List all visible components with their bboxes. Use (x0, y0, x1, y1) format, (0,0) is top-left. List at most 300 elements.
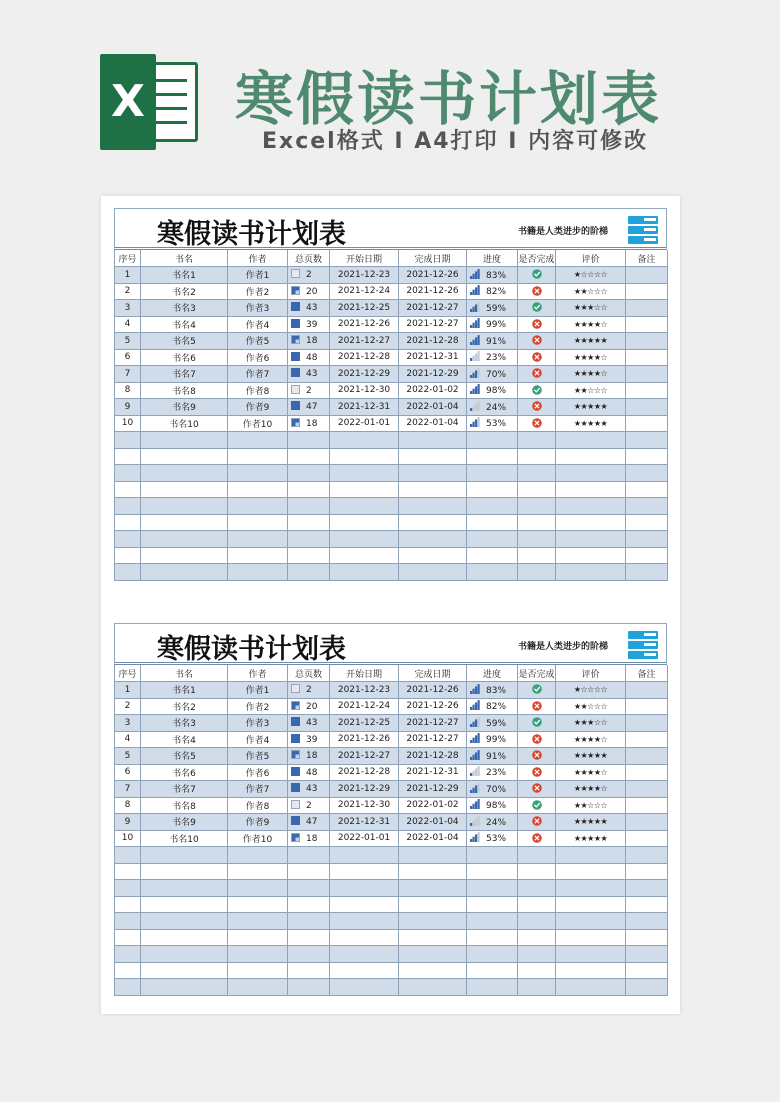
cell-done[interactable] (518, 781, 556, 798)
cell-author[interactable]: 作者1 (228, 682, 288, 699)
empty-cell[interactable] (399, 448, 467, 465)
empty-cell[interactable] (330, 547, 399, 564)
cell-book[interactable]: 书名7 (141, 781, 228, 798)
cell-author[interactable]: 作者8 (228, 382, 288, 399)
empty-cell[interactable] (141, 929, 228, 946)
empty-cell[interactable] (399, 481, 467, 498)
cell-book[interactable]: 书名2 (141, 698, 228, 715)
cell-author[interactable]: 作者3 (228, 300, 288, 317)
empty-cell[interactable] (518, 896, 556, 913)
empty-cell[interactable] (399, 962, 467, 979)
empty-cell[interactable] (228, 962, 288, 979)
cell-no[interactable]: 2 (115, 698, 141, 715)
cell-pages[interactable] (288, 715, 330, 732)
empty-cell[interactable] (626, 498, 668, 515)
empty-cell[interactable] (518, 465, 556, 482)
empty-cell[interactable] (556, 896, 626, 913)
empty-cell[interactable] (228, 564, 288, 581)
cell-start-date[interactable]: 2021-12-24 (330, 283, 399, 300)
empty-cell[interactable] (556, 847, 626, 864)
cell-no[interactable]: 3 (115, 300, 141, 317)
empty-cell[interactable] (141, 465, 228, 482)
cell-pages[interactable] (288, 366, 330, 383)
cell-start-date[interactable]: 2022-01-01 (330, 830, 399, 847)
empty-cell[interactable] (288, 481, 330, 498)
cell-pages[interactable] (288, 267, 330, 284)
empty-cell[interactable] (518, 913, 556, 930)
empty-cell[interactable] (115, 913, 141, 930)
cell-progress[interactable] (467, 715, 518, 732)
empty-cell[interactable] (556, 962, 626, 979)
cell-start-date[interactable]: 2021-12-27 (330, 748, 399, 765)
cell-progress[interactable] (467, 748, 518, 765)
cell-pages[interactable] (288, 698, 330, 715)
cell-author[interactable]: 作者6 (228, 349, 288, 366)
cell-progress[interactable] (467, 814, 518, 831)
cell-end-date[interactable]: 2021-12-28 (399, 748, 467, 765)
cell-rating[interactable]: ★★★★★ (556, 748, 626, 765)
empty-cell[interactable] (626, 481, 668, 498)
cell-no[interactable]: 9 (115, 399, 141, 416)
empty-cell[interactable] (467, 929, 518, 946)
empty-cell[interactable] (556, 979, 626, 996)
empty-cell[interactable] (288, 432, 330, 449)
empty-cell[interactable] (288, 847, 330, 864)
empty-cell[interactable] (467, 564, 518, 581)
cell-end-date[interactable]: 2021-12-27 (399, 300, 467, 317)
cell-no[interactable]: 2 (115, 283, 141, 300)
empty-cell[interactable] (518, 498, 556, 515)
cell-done[interactable] (518, 715, 556, 732)
empty-cell[interactable] (399, 863, 467, 880)
cell-pages[interactable] (288, 731, 330, 748)
cell-author[interactable]: 作者9 (228, 399, 288, 416)
cell-end-date[interactable]: 2021-12-26 (399, 283, 467, 300)
empty-cell[interactable] (518, 564, 556, 581)
empty-cell[interactable] (626, 847, 668, 864)
empty-cell[interactable] (556, 481, 626, 498)
cell-author[interactable]: 作者4 (228, 731, 288, 748)
cell-start-date[interactable]: 2021-12-30 (330, 382, 399, 399)
empty-cell[interactable] (141, 847, 228, 864)
empty-cell[interactable] (115, 962, 141, 979)
cell-remark[interactable] (626, 814, 668, 831)
cell-book[interactable]: 书名9 (141, 814, 228, 831)
cell-end-date[interactable]: 2021-12-26 (399, 698, 467, 715)
cell-remark[interactable] (626, 316, 668, 333)
empty-cell[interactable] (556, 880, 626, 897)
cell-pages[interactable] (288, 748, 330, 765)
empty-cell[interactable] (115, 531, 141, 548)
empty-cell[interactable] (626, 962, 668, 979)
cell-done[interactable] (518, 682, 556, 699)
empty-cell[interactable] (556, 448, 626, 465)
empty-cell[interactable] (518, 547, 556, 564)
empty-cell[interactable] (556, 531, 626, 548)
empty-cell[interactable] (228, 448, 288, 465)
cell-progress[interactable] (467, 333, 518, 350)
cell-start-date[interactable]: 2021-12-29 (330, 366, 399, 383)
cell-no[interactable]: 4 (115, 316, 141, 333)
cell-rating[interactable]: ★★★★★ (556, 399, 626, 416)
cell-done[interactable] (518, 830, 556, 847)
empty-cell[interactable] (288, 514, 330, 531)
empty-cell[interactable] (330, 531, 399, 548)
cell-end-date[interactable]: 2022-01-04 (399, 399, 467, 416)
cell-pages[interactable] (288, 764, 330, 781)
empty-cell[interactable] (115, 880, 141, 897)
empty-cell[interactable] (518, 432, 556, 449)
cell-end-date[interactable]: 2021-12-26 (399, 682, 467, 699)
empty-cell[interactable] (518, 448, 556, 465)
cell-remark[interactable] (626, 415, 668, 432)
cell-rating[interactable]: ★★★☆☆ (556, 300, 626, 317)
empty-cell[interactable] (467, 514, 518, 531)
cell-start-date[interactable]: 2021-12-28 (330, 349, 399, 366)
cell-remark[interactable] (626, 349, 668, 366)
empty-cell[interactable] (399, 913, 467, 930)
empty-cell[interactable] (626, 979, 668, 996)
cell-no[interactable]: 1 (115, 267, 141, 284)
empty-cell[interactable] (467, 547, 518, 564)
cell-pages[interactable] (288, 382, 330, 399)
cell-done[interactable] (518, 366, 556, 383)
cell-book[interactable]: 书名9 (141, 399, 228, 416)
empty-cell[interactable] (288, 498, 330, 515)
empty-cell[interactable] (115, 498, 141, 515)
empty-cell[interactable] (399, 847, 467, 864)
cell-done[interactable] (518, 382, 556, 399)
cell-done[interactable] (518, 399, 556, 416)
cell-progress[interactable] (467, 316, 518, 333)
cell-author[interactable]: 作者7 (228, 366, 288, 383)
empty-cell[interactable] (399, 514, 467, 531)
empty-cell[interactable] (399, 564, 467, 581)
cell-no[interactable]: 7 (115, 781, 141, 798)
cell-remark[interactable] (626, 748, 668, 765)
empty-cell[interactable] (518, 880, 556, 897)
empty-cell[interactable] (556, 498, 626, 515)
cell-progress[interactable] (467, 382, 518, 399)
empty-cell[interactable] (115, 979, 141, 996)
cell-start-date[interactable]: 2021-12-26 (330, 731, 399, 748)
cell-end-date[interactable]: 2022-01-02 (399, 382, 467, 399)
cell-start-date[interactable]: 2021-12-31 (330, 399, 399, 416)
empty-cell[interactable] (330, 863, 399, 880)
cell-author[interactable]: 作者10 (228, 415, 288, 432)
empty-cell[interactable] (330, 564, 399, 581)
cell-pages[interactable] (288, 399, 330, 416)
empty-cell[interactable] (288, 547, 330, 564)
cell-author[interactable]: 作者2 (228, 698, 288, 715)
empty-cell[interactable] (626, 531, 668, 548)
empty-cell[interactable] (141, 514, 228, 531)
empty-cell[interactable] (288, 962, 330, 979)
empty-cell[interactable] (228, 498, 288, 515)
cell-remark[interactable] (626, 781, 668, 798)
cell-done[interactable] (518, 748, 556, 765)
cell-remark[interactable] (626, 366, 668, 383)
empty-cell[interactable] (228, 465, 288, 482)
empty-cell[interactable] (467, 962, 518, 979)
empty-cell[interactable] (467, 863, 518, 880)
empty-cell[interactable] (330, 962, 399, 979)
empty-cell[interactable] (399, 880, 467, 897)
empty-cell[interactable] (288, 880, 330, 897)
cell-author[interactable]: 作者3 (228, 715, 288, 732)
empty-cell[interactable] (626, 547, 668, 564)
cell-end-date[interactable]: 2021-12-29 (399, 366, 467, 383)
empty-cell[interactable] (467, 880, 518, 897)
cell-pages[interactable] (288, 781, 330, 798)
cell-book[interactable]: 书名10 (141, 415, 228, 432)
empty-cell[interactable] (115, 481, 141, 498)
empty-cell[interactable] (288, 531, 330, 548)
empty-cell[interactable] (399, 979, 467, 996)
empty-cell[interactable] (141, 896, 228, 913)
cell-end-date[interactable]: 2021-12-31 (399, 349, 467, 366)
empty-cell[interactable] (330, 498, 399, 515)
cell-no[interactable]: 7 (115, 366, 141, 383)
empty-cell[interactable] (288, 465, 330, 482)
cell-end-date[interactable]: 2022-01-04 (399, 830, 467, 847)
empty-cell[interactable] (288, 929, 330, 946)
cell-book[interactable]: 书名6 (141, 764, 228, 781)
cell-no[interactable]: 8 (115, 382, 141, 399)
cell-progress[interactable] (467, 283, 518, 300)
empty-cell[interactable] (626, 929, 668, 946)
cell-pages[interactable] (288, 830, 330, 847)
empty-cell[interactable] (467, 913, 518, 930)
empty-cell[interactable] (228, 514, 288, 531)
cell-book[interactable]: 书名2 (141, 283, 228, 300)
empty-cell[interactable] (330, 913, 399, 930)
cell-rating[interactable]: ★★★★☆ (556, 764, 626, 781)
cell-start-date[interactable]: 2021-12-31 (330, 814, 399, 831)
empty-cell[interactable] (399, 896, 467, 913)
empty-cell[interactable] (330, 979, 399, 996)
empty-cell[interactable] (399, 498, 467, 515)
empty-cell[interactable] (115, 432, 141, 449)
empty-cell[interactable] (288, 979, 330, 996)
empty-cell[interactable] (556, 929, 626, 946)
cell-progress[interactable] (467, 830, 518, 847)
empty-cell[interactable] (467, 465, 518, 482)
empty-cell[interactable] (330, 448, 399, 465)
cell-start-date[interactable]: 2021-12-25 (330, 715, 399, 732)
cell-rating[interactable]: ★★☆☆☆ (556, 283, 626, 300)
cell-progress[interactable] (467, 366, 518, 383)
empty-cell[interactable] (556, 946, 626, 963)
cell-book[interactable]: 书名5 (141, 333, 228, 350)
cell-start-date[interactable]: 2021-12-29 (330, 781, 399, 798)
cell-done[interactable] (518, 764, 556, 781)
cell-no[interactable]: 9 (115, 814, 141, 831)
empty-cell[interactable] (115, 896, 141, 913)
empty-cell[interactable] (556, 913, 626, 930)
cell-start-date[interactable]: 2021-12-28 (330, 764, 399, 781)
empty-cell[interactable] (626, 946, 668, 963)
cell-remark[interactable] (626, 764, 668, 781)
cell-start-date[interactable]: 2021-12-27 (330, 333, 399, 350)
cell-book[interactable]: 书名8 (141, 382, 228, 399)
cell-end-date[interactable]: 2021-12-27 (399, 715, 467, 732)
cell-start-date[interactable]: 2021-12-30 (330, 797, 399, 814)
empty-cell[interactable] (626, 564, 668, 581)
cell-end-date[interactable]: 2021-12-26 (399, 267, 467, 284)
cell-book[interactable]: 书名6 (141, 349, 228, 366)
cell-rating[interactable]: ★☆☆☆☆ (556, 267, 626, 284)
cell-pages[interactable] (288, 333, 330, 350)
cell-author[interactable]: 作者5 (228, 748, 288, 765)
empty-cell[interactable] (115, 448, 141, 465)
empty-cell[interactable] (228, 432, 288, 449)
empty-cell[interactable] (467, 481, 518, 498)
cell-start-date[interactable]: 2021-12-25 (330, 300, 399, 317)
empty-cell[interactable] (141, 913, 228, 930)
empty-cell[interactable] (330, 847, 399, 864)
empty-cell[interactable] (141, 448, 228, 465)
cell-rating[interactable]: ★★★☆☆ (556, 715, 626, 732)
cell-progress[interactable] (467, 682, 518, 699)
empty-cell[interactable] (399, 547, 467, 564)
cell-remark[interactable] (626, 283, 668, 300)
empty-cell[interactable] (518, 946, 556, 963)
cell-done[interactable] (518, 415, 556, 432)
empty-cell[interactable] (330, 432, 399, 449)
cell-author[interactable]: 作者9 (228, 814, 288, 831)
empty-cell[interactable] (626, 880, 668, 897)
empty-cell[interactable] (556, 547, 626, 564)
empty-cell[interactable] (288, 564, 330, 581)
cell-start-date[interactable]: 2022-01-01 (330, 415, 399, 432)
empty-cell[interactable] (288, 448, 330, 465)
cell-end-date[interactable]: 2022-01-04 (399, 814, 467, 831)
empty-cell[interactable] (467, 896, 518, 913)
cell-book[interactable]: 书名3 (141, 300, 228, 317)
empty-cell[interactable] (518, 979, 556, 996)
empty-cell[interactable] (228, 880, 288, 897)
cell-author[interactable]: 作者8 (228, 797, 288, 814)
empty-cell[interactable] (518, 481, 556, 498)
cell-remark[interactable] (626, 797, 668, 814)
empty-cell[interactable] (556, 863, 626, 880)
cell-end-date[interactable]: 2021-12-29 (399, 781, 467, 798)
cell-no[interactable]: 8 (115, 797, 141, 814)
cell-no[interactable]: 5 (115, 748, 141, 765)
cell-end-date[interactable]: 2021-12-31 (399, 764, 467, 781)
cell-no[interactable]: 3 (115, 715, 141, 732)
cell-rating[interactable]: ★★☆☆☆ (556, 698, 626, 715)
cell-book[interactable]: 书名10 (141, 830, 228, 847)
cell-remark[interactable] (626, 715, 668, 732)
cell-pages[interactable] (288, 316, 330, 333)
cell-start-date[interactable]: 2021-12-26 (330, 316, 399, 333)
cell-book[interactable]: 书名3 (141, 715, 228, 732)
empty-cell[interactable] (228, 531, 288, 548)
cell-remark[interactable] (626, 267, 668, 284)
cell-progress[interactable] (467, 781, 518, 798)
cell-rating[interactable]: ★★★★★ (556, 814, 626, 831)
cell-author[interactable]: 作者10 (228, 830, 288, 847)
empty-cell[interactable] (626, 448, 668, 465)
empty-cell[interactable] (288, 896, 330, 913)
cell-no[interactable]: 6 (115, 764, 141, 781)
cell-done[interactable] (518, 814, 556, 831)
cell-end-date[interactable]: 2021-12-28 (399, 333, 467, 350)
cell-progress[interactable] (467, 399, 518, 416)
empty-cell[interactable] (518, 531, 556, 548)
cell-rating[interactable]: ★★★★★ (556, 415, 626, 432)
cell-rating[interactable]: ★★★★☆ (556, 316, 626, 333)
empty-cell[interactable] (626, 514, 668, 531)
empty-cell[interactable] (288, 946, 330, 963)
cell-book[interactable]: 书名1 (141, 267, 228, 284)
empty-cell[interactable] (330, 896, 399, 913)
cell-no[interactable]: 4 (115, 731, 141, 748)
cell-start-date[interactable]: 2021-12-24 (330, 698, 399, 715)
cell-remark[interactable] (626, 682, 668, 699)
empty-cell[interactable] (399, 946, 467, 963)
cell-author[interactable]: 作者4 (228, 316, 288, 333)
cell-progress[interactable] (467, 797, 518, 814)
empty-cell[interactable] (141, 979, 228, 996)
empty-cell[interactable] (228, 929, 288, 946)
cell-done[interactable] (518, 333, 556, 350)
empty-cell[interactable] (115, 564, 141, 581)
cell-no[interactable]: 10 (115, 415, 141, 432)
empty-cell[interactable] (288, 863, 330, 880)
cell-end-date[interactable]: 2022-01-02 (399, 797, 467, 814)
cell-remark[interactable] (626, 698, 668, 715)
empty-cell[interactable] (115, 929, 141, 946)
cell-done[interactable] (518, 731, 556, 748)
cell-rating[interactable]: ★★★★☆ (556, 349, 626, 366)
empty-cell[interactable] (330, 465, 399, 482)
cell-author[interactable]: 作者7 (228, 781, 288, 798)
empty-cell[interactable] (467, 979, 518, 996)
empty-cell[interactable] (330, 929, 399, 946)
empty-cell[interactable] (556, 465, 626, 482)
empty-cell[interactable] (467, 946, 518, 963)
cell-progress[interactable] (467, 415, 518, 432)
empty-cell[interactable] (518, 929, 556, 946)
cell-end-date[interactable]: 2021-12-27 (399, 731, 467, 748)
cell-rating[interactable]: ★★☆☆☆ (556, 382, 626, 399)
cell-author[interactable]: 作者5 (228, 333, 288, 350)
empty-cell[interactable] (141, 863, 228, 880)
empty-cell[interactable] (141, 962, 228, 979)
cell-pages[interactable] (288, 300, 330, 317)
cell-end-date[interactable]: 2021-12-27 (399, 316, 467, 333)
empty-cell[interactable] (518, 847, 556, 864)
empty-cell[interactable] (115, 847, 141, 864)
empty-cell[interactable] (626, 465, 668, 482)
empty-cell[interactable] (518, 962, 556, 979)
cell-book[interactable]: 书名1 (141, 682, 228, 699)
cell-book[interactable]: 书名4 (141, 316, 228, 333)
empty-cell[interactable] (141, 946, 228, 963)
empty-cell[interactable] (228, 547, 288, 564)
empty-cell[interactable] (288, 913, 330, 930)
cell-done[interactable] (518, 300, 556, 317)
cell-rating[interactable]: ★☆☆☆☆ (556, 682, 626, 699)
cell-remark[interactable] (626, 382, 668, 399)
empty-cell[interactable] (518, 863, 556, 880)
cell-author[interactable]: 作者1 (228, 267, 288, 284)
empty-cell[interactable] (141, 531, 228, 548)
empty-cell[interactable] (115, 514, 141, 531)
